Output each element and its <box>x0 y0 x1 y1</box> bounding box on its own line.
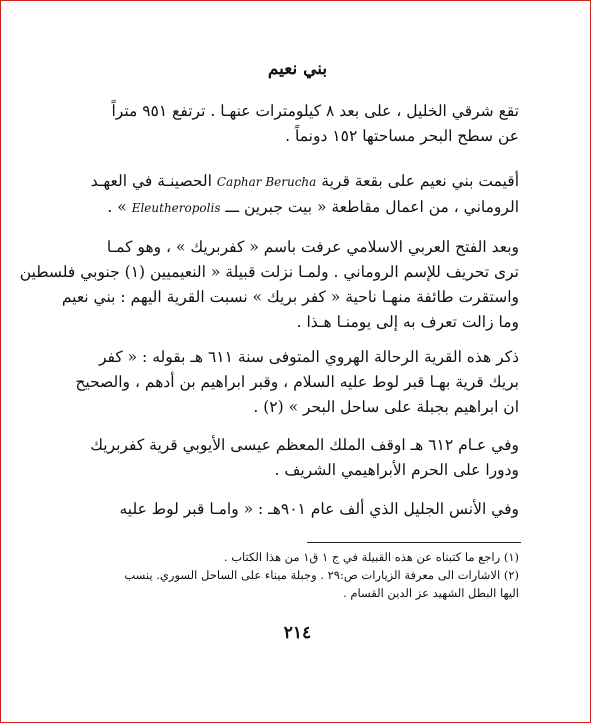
footnote-2: (٢) الاشارات الى معرفة الزيارات ص:٢٩ . وجبلة ميناء على الساحل السوري. ينسب <box>124 568 519 582</box>
paragraph-2 <box>83 169 519 221</box>
text-line <box>83 195 519 221</box>
text-segment: الروماني ، من اعمال مقاطعة « بيت جبرين ـــ <box>225 198 519 216</box>
footnote-1: (١) راجع ما كتبناه عن هذه القبيلة في ج ١ ق١ من هذا الكتاب . <box>223 550 519 564</box>
paragraph-3 <box>19 235 519 335</box>
text-line: بريك قرية بهـا قبر لوط عليه السلام ، وقبر ابراهيم بن أدهم ، والصحيح <box>75 373 519 391</box>
text-segment: الحصينـة في العهـد <box>90 172 212 190</box>
page-number: ٢١٤ <box>283 623 312 643</box>
text-line: ذكر هذه القرية الرحالة الهروي المتوفى سنة ٦١١ هـ بقوله : « كفر <box>98 348 519 366</box>
paragraph-5 <box>83 433 519 483</box>
text-line: ودورا على الحرم الأبراهيمي الشريف . <box>274 461 519 479</box>
footnote-divider <box>307 542 521 543</box>
text-line: وبعد الفتح العربي الاسلامي عرفت باسم « كفربريك » ، وهو كمـا <box>106 238 519 256</box>
latin-term: Caphar Berucha <box>216 175 317 189</box>
text-segment: أقيمت بني نعيم على بقعة قرية <box>321 172 519 190</box>
footnotes <box>85 548 519 602</box>
text-segment: » . <box>107 198 127 216</box>
text-line <box>83 169 519 195</box>
paragraph-4 <box>75 345 519 420</box>
latin-term: Eleutheropolis <box>131 201 221 215</box>
text-line: واستقرت طائفة منهـا ناحية « كفر بريك » نسبت القرية اليهم : بني نعيم <box>61 288 519 306</box>
text-line: ان ابراهيم بجبلة على ساحل البحر » (٢) . <box>253 398 519 416</box>
paragraph-1 <box>83 99 519 149</box>
text-line: عن سطح البحر مساحتها ١٥٢ دونماً . <box>285 127 519 145</box>
page-title: بني نعيم <box>267 59 328 79</box>
text-line: تقع شرقي الخليل ، على بعد ٨ كيلومترات عنهـا . ترتفع ٩٥١ متراً <box>111 102 519 120</box>
text-line: وفي الأنس الجليل الذي ألف عام ٩٠١هـ : « وامـا قبر لوط عليه <box>119 500 519 518</box>
text-line: وما زالت تعرف به إلى يومنـا هـذا . <box>296 313 519 331</box>
paragraph-6 <box>83 497 519 522</box>
footnote-2-continued: اليها البطل الشهيد عز الدين القسام . <box>343 586 519 600</box>
text-line: ترى تحريف للإسم الروماني . ولمـا نزلت قبيلة « النعيميين (١) جنوبي فلسطين <box>19 263 519 281</box>
text-line: وفي عـام ٦١٢ هـ اوقف الملك المعظم عيسى الأيوبي قرية كفربريك <box>90 436 519 454</box>
